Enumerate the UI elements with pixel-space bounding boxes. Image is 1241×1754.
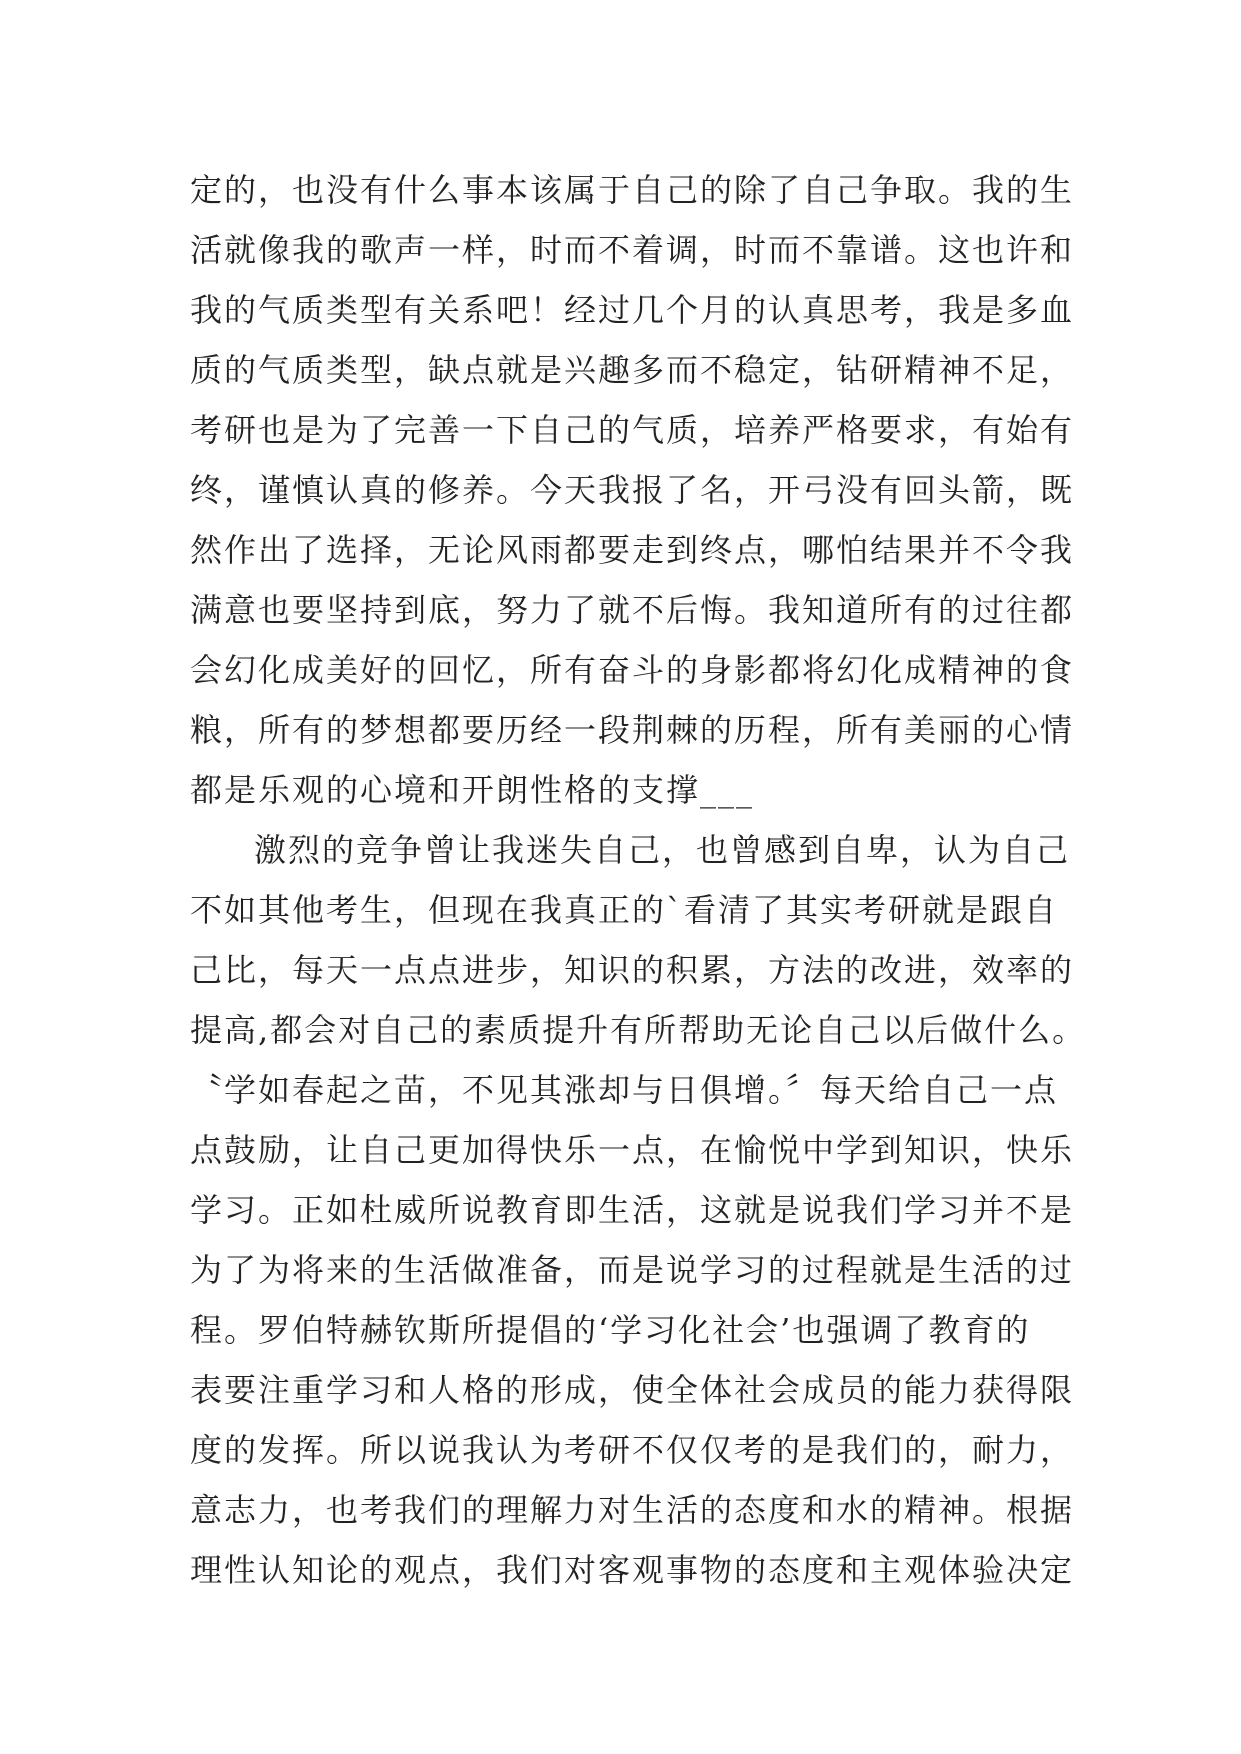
text-line: 粮，所有的梦想都要历经一段荆棘的历程，所有美丽的心情 xyxy=(190,711,1075,749)
paragraph-start-line: 激烈的竞争曾让我迷失自己，也曾感到自卑，认为自己 xyxy=(254,831,1071,869)
text-line: 表要注重学习和人格的形成，使全体社会成员的能力获得限 xyxy=(190,1371,1075,1409)
body-text xyxy=(190,160,1087,1600)
text-line: 己比，每天一点点进步，知识的积累，方法的改进，效率的 xyxy=(190,951,1075,989)
text-line: 定的，也没有什么事本该属于自己的除了自己争取。我的生 xyxy=(190,171,1075,209)
text-line: 会幻化成美好的回忆，所有奋斗的身影都将幻化成精神的食 xyxy=(190,651,1075,689)
text-line: 质的气质类型，缺点就是兴趣多而不稳定，钻研精神不足， xyxy=(190,351,1075,389)
text-line: 不如其他考生，但现在我真正的`看清了其实考研就是跟自 xyxy=(190,891,1059,929)
text-line: 学习。正如杜威所说教育即生活，这就是说我们学习并不是 xyxy=(190,1191,1075,1229)
text-line: 意志力，也考我们的理解力对生活的态度和水的精神。根据 xyxy=(190,1491,1075,1529)
text-line: 都是乐观的心境和开朗性格的支撑___ xyxy=(190,771,755,809)
text-line: 点鼓励，让自己更加得快乐一点，在愉悦中学到知识，快乐 xyxy=(190,1131,1075,1169)
text-line: 提高,都会对自己的素质提升有所帮助无论自己以后做什么。 xyxy=(190,1011,1087,1049)
text-line: 为了为将来的生活做准备，而是说学习的过程就是生活的过 xyxy=(190,1251,1075,1289)
text-line: 然作出了选择，无论风雨都要走到终点，哪怕结果并不令我 xyxy=(190,531,1075,569)
text-line: 程。罗伯特赫钦斯所提倡的‘学习化社会’也强调了教育的 xyxy=(190,1311,1031,1349)
text-line: 满意也要坚持到底，努力了就不后悔。我知道所有的过往都 xyxy=(190,591,1075,629)
text-line: 度的发挥。所以说我认为考研不仅仅考的是我们的，耐力， xyxy=(190,1431,1075,1469)
text-line: 终，谨慎认真的修养。今天我报了名，开弓没有回头箭，既 xyxy=(190,471,1075,509)
text-line: 活就像我的歌声一样，时而不着调，时而不靠谱。这也许和 xyxy=(190,231,1075,269)
text-line: 理性认知论的观点，我们对客观事物的态度和主观体验决定 xyxy=(190,1551,1075,1589)
text-line: 〝学如春起之苗，不见其涨却与日俱增。〞每天给自己一点 xyxy=(190,1071,1059,1109)
text-line: 我的气质类型有关系吧！经过几个月的认真思考，我是多血 xyxy=(190,291,1075,329)
text-line: 考研也是为了完善一下自己的气质，培养严格要求，有始有 xyxy=(190,411,1075,449)
